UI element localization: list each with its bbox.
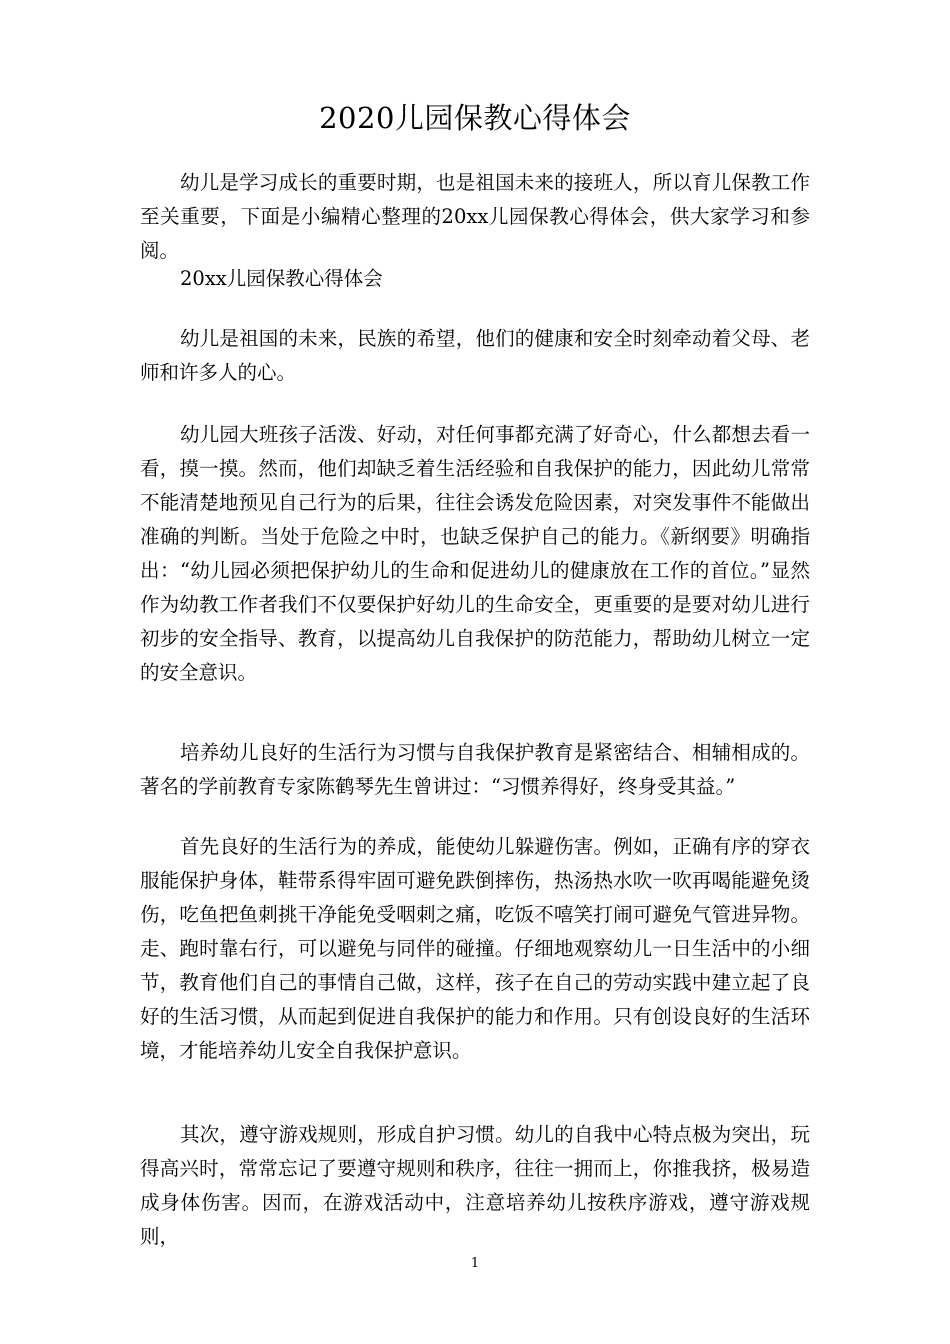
page-number: 1	[470, 1256, 480, 1271]
section-heading: 20xx儿园保教心得体会	[180, 267, 383, 290]
body-paragraph: 首先良好的生活行为的养成，能使幼儿躲避伤害。例如，正确有序的穿衣服能保护身体，鞋带系得牢固可避免跌倒摔伤，热汤热水吹一吹再喝能避免烫伤，吃鱼把鱼刺挑干净能免受咽刺之痛，吃饭不嘻笑打闹可避免气管进异物。走、跑时靠右行，可以避免与同伴的碰撞。仔细地观察幼儿一日生活中的小细节，教育他们自己的事情自己做，这样，孩子在自己的劳动实践中建立起了良好的生活习惯，从而起到促进自我保护的能力和作用。只有创设良好的生活环境，才能培养幼儿安全自我保护意识。	[140, 835, 810, 1062]
intro-paragraph: 幼儿是学习成长的重要时期，也是祖国未来的接班人，所以育儿保教工作至关重要，下面是小编精心整理的20xx儿园保教心得体会，供大家学习和参阅。	[140, 171, 810, 262]
body-paragraph: 幼儿园大班孩子活泼、好动，对任何事都充满了好奇心，什么都想去看一看，摸一摸。然而，他们却缺乏着生活经验和自我保护的能力，因此幼儿常常不能清楚地预见自己行为的后果，往往会诱发危险因素，对突发事件不能做出准确的判断。当处于危险之中时，也缺乏保护自己的能力。《新纲要》明确指出：“幼儿园必须把保护幼儿的生命和促进幼儿的健康放在工作的首位。”显然作为幼教工作者我们不仅要保护好幼儿的生命安全，更重要的是要对幼儿进行初步的安全指导、教育，以提高幼儿自我保护的防范能力，帮助幼儿树立一定的安全意识。	[140, 423, 810, 684]
body-paragraph: 培养幼儿良好的生活行为习惯与自我保护教育是紧密结合、相辅相成的。著名的学前教育专家陈鹤琴先生曾讲过：“习惯养得好，终身受其益。”	[140, 741, 810, 798]
document-title: 2020儿园保教心得体会	[319, 101, 631, 135]
body-paragraph: 其次，遵守游戏规则，形成自护习惯。幼儿的自我中心特点极为突出，玩得高兴时，常常忘记了要遵守规则和秩序，往往一拥而上，你推我挤，极易造成身体伤害。因而，在游戏活动中，注意培养幼儿按秩序游戏，遵守游戏规则，	[140, 1123, 810, 1248]
body-paragraph: 幼儿是祖国的未来，民族的希望，他们的健康和安全时刻牵动着父母、老师和许多人的心。	[140, 327, 810, 384]
